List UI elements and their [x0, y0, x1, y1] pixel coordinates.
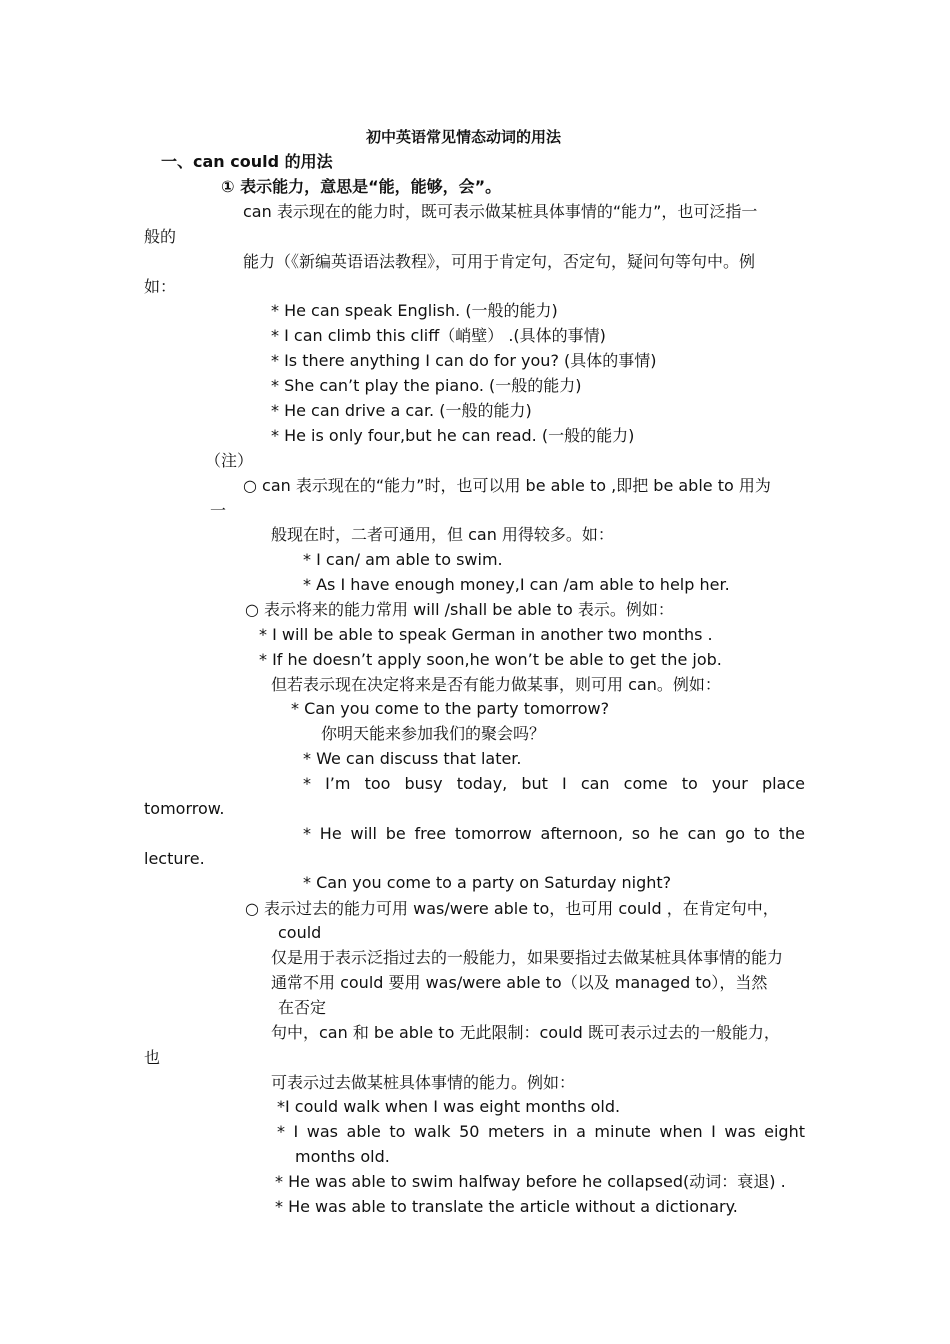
example-translation: 你明天能来参加我们的聚会吗？ [321, 724, 546, 743]
example-sentence: * If he doesn’t apply soon,he won’t be able to get the job. [259, 650, 722, 669]
paragraph-line: 般的 [144, 227, 177, 246]
example-sentence-cont: tomorrow. [144, 799, 225, 818]
note-line: ○ 表示将来的能力常用 will /shall be able to 表示。例如： [245, 600, 674, 619]
example-sentence-cont: months old. [295, 1147, 390, 1166]
note-line: 般现在时，二者可通用，但 can 用得较多。如： [271, 525, 614, 544]
example-sentence: * I’m too busy today, but I can come to your place [303, 774, 805, 793]
note-line: 但若表示现在决定将来是否有能力做某事，则可用 can。例如： [271, 675, 721, 694]
note-line: ○ can 表示现在的“能力”时，也可以用 be able to ,即把 be able to 用为 [243, 476, 771, 495]
note-line: 可表示过去做某桩具体事情的能力。例如： [271, 1073, 576, 1092]
paragraph-line: 如： [144, 277, 177, 296]
example-sentence: * Is there anything I can do for you? (具体的事情) [271, 351, 657, 370]
example-sentence: * As I have enough money,I can /am able to help her. [303, 575, 730, 594]
example-sentence: * Can you come to a party on Saturday night? [303, 873, 672, 892]
example-sentence: * I will be able to speak German in another two months . [259, 625, 713, 644]
example-sentence: * He was able to swim halfway before he collapsed(动词：衰退) . [275, 1172, 786, 1191]
example-sentence: * He will be free tomorrow afternoon, so he can go to the [303, 824, 805, 843]
note-line: 在否定 [278, 998, 327, 1017]
example-sentence: * I was able to walk 50 meters in a minute when I was eight [277, 1122, 805, 1141]
example-sentence: * We can discuss that later. [303, 749, 522, 768]
example-sentence: * I can climb this cliff（峭壁） .(具体的事情) [271, 326, 606, 345]
example-sentence: *I could walk when I was eight months old. [277, 1097, 621, 1116]
paragraph-line: can 表示现在的能力时，既可表示做某桩具体事情的“能力”，也可泛指一 [243, 202, 758, 221]
note-line: could [278, 923, 322, 942]
note-line: 句中，can 和 be able to 无此限制：could 既可表示过去的一般能力， [271, 1023, 780, 1042]
point-heading: ① 表示能力，意思是“能，能够，会”。 [221, 177, 502, 196]
paragraph-line: 能力（《新编英语语法教程》，可用于肯定句，否定句，疑问句等句中。例 [243, 252, 756, 271]
note-line: ○ 表示过去的能力可用 was/were able to，也可用 could ，在肯定句中， [245, 899, 779, 918]
page-title: 初中英语常见情态动词的用法 [366, 128, 562, 146]
example-sentence: * He can speak English. (一般的能力) [271, 301, 558, 320]
note-line: 一 [210, 501, 227, 520]
example-sentence: * Can you come to the party tomorrow? [291, 699, 610, 718]
note-line: 通常不用 could 要用 was/were able to（以及 managed to），当然 [271, 973, 768, 992]
note-line: 也 [144, 1048, 161, 1067]
note-line: 仅是用于表示泛指过去的一般能力，如果要指过去做某桩具体事情的能力 [271, 948, 784, 967]
example-sentence: * He was able to translate the article without a dictionary. [275, 1197, 738, 1216]
example-sentence: * I can/ am able to swim. [303, 550, 503, 569]
example-sentence: * He can drive a car. (一般的能力) [271, 401, 532, 420]
example-sentence: * She can’t play the piano. (一般的能力) [271, 376, 582, 395]
example-sentence: * He is only four,but he can read. (一般的能力) [271, 426, 635, 445]
section-heading: 一、can could 的用法 [161, 152, 333, 171]
example-sentence-cont: lecture. [144, 849, 205, 868]
note-label: （注） [205, 451, 254, 470]
